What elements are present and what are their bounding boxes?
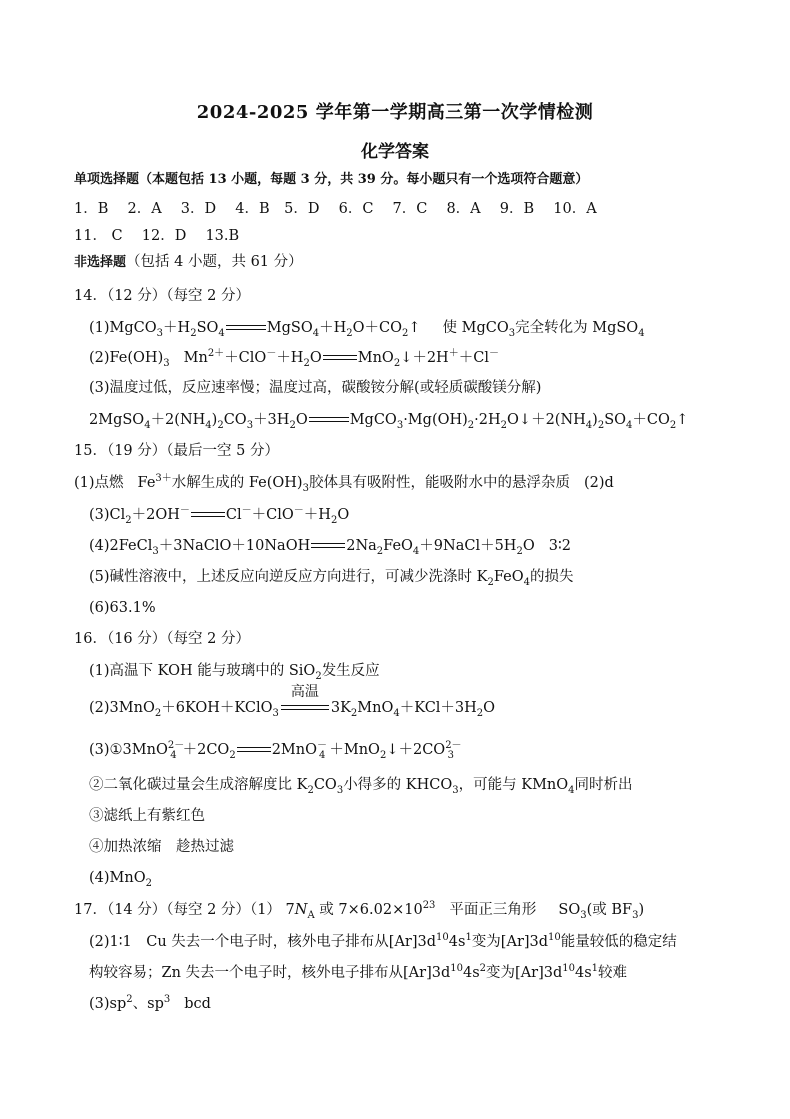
q16-part3b: ②二氧化碳过量会生成溶解度比 $K_2CO_3$小得多的 $KHCO_3$，可能与 KMnO$_4$同时析出 (89, 777, 633, 796)
q14-part3-equation: $2MgSO_4+2(NH_4)_2CO_3+3H_2O$ $MgCO_3\cdot Mg(OH)_2\cdot 2H_2O↓+2(NH_4)_2SO_4+CO_2↑$ (89, 412, 689, 431)
q14-part2: $(2)Fe(OH)_3$ $Mn^{2+}+ClO^-+H_2O$ MnO$_2$↓＋2H＋＋Cl－ (89, 348, 499, 369)
q16-part2: (2)3MnO$_2$＋6KOH＋KClO$_3$ 高温 $3K_2MnO_4+KCl+3H_2O$ (89, 684, 496, 719)
q15-part4: (4)2FeCl$_3$＋3NaClO＋10NaOH $2Na_2FeO_4+9NaCl+5H_2O$ 3∶2 (89, 538, 571, 557)
reaction-condition: 高温 (290, 684, 319, 700)
q17-part2-line2: 构较容易；Zn 失去一个电子时，核外电子排布从$[Ar]3d^{10}4s^2$变为$[Ar]3d^{10}4s^1$较难 (89, 963, 628, 981)
q17-part2-line1: (2)1∶1 Cu 失去一个电子时，核外电子排布从$[Ar]3d^{10}4s^1$变为$[Ar]3d^{10}$能量较低的稳定结 (89, 932, 677, 950)
q14-part1: $(1)MgCO_3+H_2SO_4$ $MgSO_4+H_2O+CO_2↑$ 使 MgCO$_3$完全转化为 MgSO$_4$ (89, 320, 645, 339)
q14-part3: (3)温度过低，反应速率慢；温度过高，碳酸铵分解(或轻质碳酸镁分解) (89, 380, 542, 396)
q16-part4: (4)MnO$_2$ (89, 870, 152, 889)
q17-part3: $(3)sp^2$、$sp^3$ bcd (89, 994, 211, 1012)
multiple-choice-heading: 单项选择题（本题包括 13 小题，每题 3 分，共 39 分。每小题只有一个选项符合题意） (74, 172, 589, 187)
q15-header: 15．（19 分）（最后一空 5 分） (74, 443, 279, 459)
q15-part3: $(3)Cl_2+2OH^-$ $Cl^-+ClO^-+H_2O$ (89, 505, 350, 526)
q16-part3d: ④加热浓缩 趁热过滤 (89, 839, 234, 855)
mc-answers-row-1: 1．B 2．A 3．D 4．B 5．D 6．C 7．C 8．A 9．B 10．A (74, 201, 597, 217)
mc-answers-row-2: 11． C 12．D 13.B (74, 228, 240, 244)
q16-part1: (1)高温下 KOH 能与玻璃中的 SiO$_2$发生反应 (89, 663, 380, 682)
q17-header: 17．（14 分）（每空 2 分）（1） $7N_A$ 或 $7\times 6.02\times 10^{23}$ 平面正三角形 $SO_3$(或 $BF_3$) (74, 900, 645, 921)
page-title: 2024-2025 学年第一学期高三第一次学情检测 (196, 102, 594, 123)
q15-part5: (5)碱性溶液中，上述反应向逆反应方向进行，可减少洗涤时 $K_2FeO_4$的损失 (89, 569, 574, 588)
page-subtitle: 化学答案 (361, 142, 429, 162)
non-choice-heading: 非选择题（包括 4 小题，共 61 分） (74, 254, 303, 270)
q16-part3a: (3)①3MnO$^{2-}_4$ $+2CO_2$ $2MnO^-_4 +MnO_2↓+2CO^{2-}_3$ (89, 740, 462, 761)
q16-header: 16．（16 分）（每空 2 分） (74, 631, 250, 647)
q15-part1: (1)点燃 $Fe^{3+}$水解生成的 $Fe(OH)_3$胶体具有吸附性，能吸附水中的悬浮杂质 (2)d (74, 473, 614, 494)
q15-part6: (6)63.1% (89, 600, 156, 616)
q14-header: 14．（12 分）（每空 2 分） (74, 288, 250, 304)
q16-part3c: ③滤纸上有紫红色 (89, 808, 205, 824)
